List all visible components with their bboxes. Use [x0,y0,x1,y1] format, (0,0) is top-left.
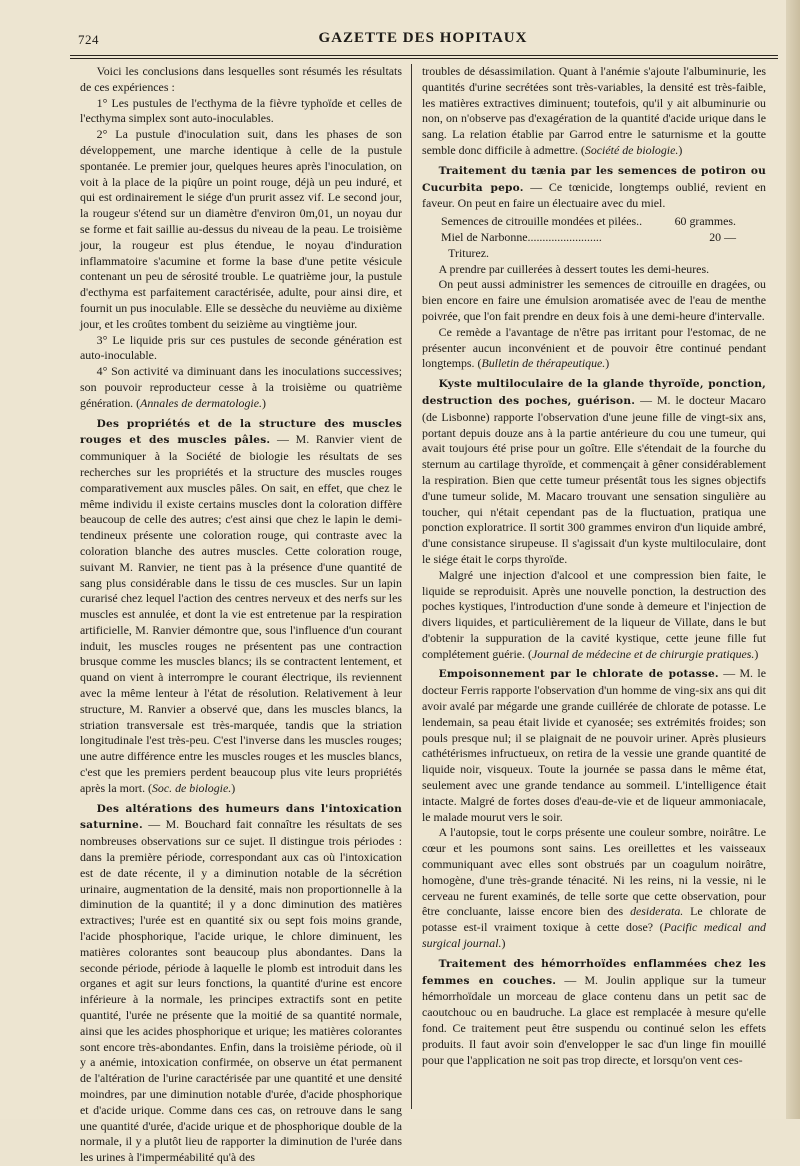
paragraph [422,568,766,663]
article-title: Traitement des hémorrhoïdes enflammées chez les femmes en couches. [422,957,766,987]
column-divider [411,64,412,1109]
paragraph: 3° Le liquide pris sur ces pustules de seconde génération est auto-inoculable. [80,332,402,363]
latin-term: desiderata. [630,904,684,919]
paragraph [422,325,766,372]
running-title: GAZETTE DES HOPITAUX [318,30,528,46]
paragraph-text: ) [678,142,683,157]
article-muscles [80,416,402,797]
article-title: Traitement du tænia par les semences de potiron ou Cucurbita pepo. [422,164,766,194]
page-number: 724 [78,32,99,47]
source-citation: Société de biologie. [584,142,679,157]
article-title: Empoisonnement par le chlorate de potasse. [438,668,719,681]
paragraph-text: troubles de désassimilation. Quant à l'anémie s'ajoute l'albuminurie, les quantités d'urine secrétées sont très-variables, la densité est très-faible, les matières extractives diminuent; toutefois, qu'il y ait albuminurie ou non, on n'observe pas d'exagération de la quantité d'acide urique dans le sang. La relation établie par Garrod entre le saturnisme et la goutte semble donc difficile à admettre. ( [422,64,766,157]
article-text: — M. Bouchard fait connaître les résultats de ses nombreuses observations sur ce sujet. Il distingue trois périodes : dans la première période, correspondant aux cas où l'intoxication est de date récente, il y a diminution notable de la sécrétion urinaire, augmentation de la densité, mais non proportionnelle à la diminution de la quantité; il y a donc diminution des matières extractives; l'urée est en quantité six ou sept fois moins grande, l'acide phosphorique, l'acide urique, le chlore diminuent, les matières colorantes sont beaucoup plus abondantes. Dans la seconde période, période à laquelle le plomb est introduit dans les organes et agit sur leurs fonctions, la quantité d'urine est encore inférieure à la normale, les principes extractifs sont en petite quantité, l'urée ne présente que la moitié de sa quantité normale, ainsi que les acides phosphorique et urique; les matières colorantes sont encore très-abondantes. Enfin, dans la troisième période, où il y a anémie, intoxication confirmée, on observe un état permanent de l'altération de l'urine caractérisée par une quantité et une densité moindres, par une diminution notable d'urée, d'acide phosphorique et d'acide urique. Comme dans ces cas, on retrouve dans le sang une quantité d'urée, d'acide urique et de phosphorique double de la normale, il y a plutôt lieu de rapporter la diminution de l'urée dans les urines à l'imperméabilité qu'à des [80,817,402,1165]
page-edge-shadow [786,0,800,1119]
paragraph-text: 4° Son activité va diminuant dans les inoculations successives; son pouvoir reproducteur cesse à la troisième ou quatrième génération. ( [80,364,402,410]
source-citation: Pacific medical and surgical journal. [422,920,766,951]
article-thyroid [422,376,766,568]
paragraph-text: ) [605,356,610,371]
article-text: — M. Ranvier vient de communiquer à la Société de biologie les résultats de ses recherches sur les propriétés et la structure des muscles rouges comparativement aux muscles pâles. On sait, en effet, que chez le même individu il existe certains muscles dont la coloration diffère beaucoup de celle des autres; c'est ainsi que chez le lapin le demi-tendineux présente une coloration rouge, qui contraste avec la coloration blanche des autres muscles. Cette coloration rouge, suivant M. Ranvier, ne tient pas à la présence d'une quantité de sang plus considérable dans le tissu de ces muscles. Sur un lapin curarisé chez lequel l'action des centres nerveux et des nerfs sur les muscles est annulée, et dont la vie est entretenue par la respiration artificielle, M. Ranvier démontre que, sous l'influence d'un courant induit, les muscles rouges ne présentent pas une contraction brusque comme les muscles blancs; ils se contractent lentement, et quand on vient à interrompre le courant électrique, ils reviennent avec la même lenteur à l'état de résolution. Relativement à leur structure, M. Ranvier a observé que, dans les muscles blancs, la striation transversale est très-marquée, tandis que la striation longitudinale l'est très-peu. C'est l'inverse dans les muscles rouges; une autre différence entre les muscles rouges et les muscles blancs, c'est que les premiers perdent beaucoup plus vite leurs propriétés après la mort. ( [80,432,402,795]
recipe-quantity: 60 grammes. [674,214,736,229]
right-column [422,64,766,1109]
left-column [80,64,402,1165]
article-text: — M. le docteur Macaro (de Lisbonne) rapporte l'observation d'une jeune fille de vingt-six ans, portant depuis douze ans à la partie antérieure du cou une tumeur, qui avait toujours été prise pour un goître. Elle s'étendait de la fourche du sternum au cartilage thyroïde, et commençait à gêner considérablement la respiration. Bien que cette tumeur présentât tous les signes objectifs d'une tumeur solide, M. Macaro trouvant une sensation singulière au toucher, qui n'était cependant pas de la fluctuation, pratiqua une ponction exploratrice. Il sortit 300 grammes environ d'un liquide ambré, d'une consistance sirupeuse. Il s'agissait d'un kyste multiloculaire, dont le siége était le corps thyroïde. [422,392,766,566]
recipe-instruction: Triturez. [448,245,490,260]
article-saturnine [80,801,402,1166]
paragraph-text: ) [261,395,266,410]
paragraph: A prendre par cuillerées à dessert toutes les demi-heures. [438,261,710,276]
paragraph [422,825,766,951]
paragraph-text: Le chlorate de potasse est-il vraiment toxique à cette dose? ( [422,904,766,935]
paragraph-text: ) [501,936,506,951]
recipe-item: Semences de citrouille mondées et pilées.. [441,214,643,229]
article-title: Kyste multiloculaire de la glande thyroïde, ponction, destruction des poches, guérison. [422,378,766,407]
article-title: Des altérations des humeurs dans l'intoxication saturnine. [80,802,402,832]
source-citation: Soc. de biologie. [151,780,232,795]
recipe [422,214,766,261]
paragraph-text: Ce remède a l'avantage de n'être pas irritant pour l'estomac, de ne présenter aucun inconvénient et de pouvoir être continué pendant longtemps. ( [422,324,766,371]
recipe-line [441,214,766,230]
article-taenia [422,163,766,212]
paragraph [80,364,402,411]
article-hemorrhoids [422,956,766,1069]
recipe-item: Miel de Narbonne......................... [441,229,602,244]
paragraph [422,64,766,159]
paragraph-text: ) [231,780,236,795]
paragraph-text: Malgré une injection d'alcool et une compression bien faite, le liquide se reproduisit. Après une nouvelle ponction, la destruction des poches kystiques, l'introduction d'une sonde à demeure et l'injection de divers liquides, et particulièrement de la liqueur de Villate, dans le but d'obtenir la suppuration de la cavité kystique, cette jeune fille fut complétement guérie. ( [422,567,766,661]
paragraph: 2° La pustule d'inoculation suit, dans les phases de son développement, une marche identique à celle de la pustule spontanée. Le premier jour, quelques heures après l'inoculation, on voit à la place de la piqûre un point rouge, déjà un peu induré, et qui est ordinairement le siége d'un prurit assez vif. Le second jour, la rougeur s'étend sur un diamètre d'environ 0m,01, un noyau dur se forme et fait saillie au-dessus du niveau de la peau. Le troisième jour, la rougeur est plus étendue, le noyau d'induration inflammatoire s'acumine et forme la base d'une petite vésicule contenant un peu de sérosité trouble. Le quatrième jour, la pustule d'ecthyma est parfaitement caractérisée, adulte, pour ainsi dire, et fournit un pus inoculable. Elle se dessèche du neuvième au dixième jour, et les croûtes tombent du seizième au vingtième jour. [80,127,402,331]
paragraph: Voici les conclusions dans lesquelles sont résumés les résultats de ces expériences : [80,64,402,94]
paragraph-text: ) [754,646,759,661]
recipe-line [441,230,766,246]
header-rule [70,55,778,59]
source-citation: Annales de dermatologie. [140,395,262,410]
article-text: — M. Joulin applique sur la tumeur hémorrhoïdale un morceau de glace contenu dans un petit sac de caoutchouc ou en baudruche. La glace est remplacée à mesure qu'elle fond. Ce traitement peut être suspendu ou continué selon les effets produits. Il faut avoir soin d'envelopper le sac d'un linge fin mouillé pour que l'application ne soit pas trop directe, et lorsqu'on vent ces- [422,972,766,1067]
source-citation: Journal de médecine et de chirurgie pratiques. [531,646,755,661]
article-text: — M. le docteur Ferris rapporte l'observation d'un homme de ving-six ans qui dit avoir avalé par mégarde une grande cuillérée de chlorate de potasse. Le lendemain, sa peau était livide et cyanosée; ses extrémités froides; son pouls presque nul; il se plaignait de ne pouvoir uriner. Après plusieurs cathétérismes infructueux, on retira de la vessie une grande quantité de liquide noir, visqueux. Toute la journée se passa dans le même état, seulement avec une grande tendance au sommeil. L'intelligence était intacte. Malgré de fortes doses d'eau-de-vie et de liqueur ammoniacale, le malade mourut vers le soir. [422,666,766,824]
paragraph-text: A l'autopsie, tout le corps présente une couleur sombre, noirâtre. Le cœur et les poumons sont sains. Les oreillettes et les vaisseaux communiquant avec elles sont obstrués par un coagulum noirâtre, homogène, d'une très-grande ténacité. Ni les reins, ni la vessie, ni le cerveau ne furent examinés, de telle sorte que cette observation, pour être concluante, laisse encore bien des [422,825,766,919]
article-chlorate [422,666,766,825]
paragraph: 1° Les pustules de l'ecthyma de la fièvre typhoïde et celles de l'ecthyma simplex sont auto-inoculables. [80,95,402,126]
page-header [70,30,776,52]
article-text: — Ce tœnicide, longtemps oublié, revient en faveur. On peut en faire un électuaire avec du miel. [422,179,767,211]
paragraph: On peut aussi administrer les semences de citrouille en dragées, ou bien encore en faire une émulsion aromatisée avec de l'eau de menthe poivrée, que l'on fait prendre en deux fois à une demi-heure d'intervalle. [422,277,766,323]
recipe-quantity: 20 — [709,229,736,244]
source-citation: Bulletin de thérapeutique. [481,356,606,371]
article-title: Des propriétés et de la structure des muscles rouges et des muscles pâles. [80,417,402,447]
